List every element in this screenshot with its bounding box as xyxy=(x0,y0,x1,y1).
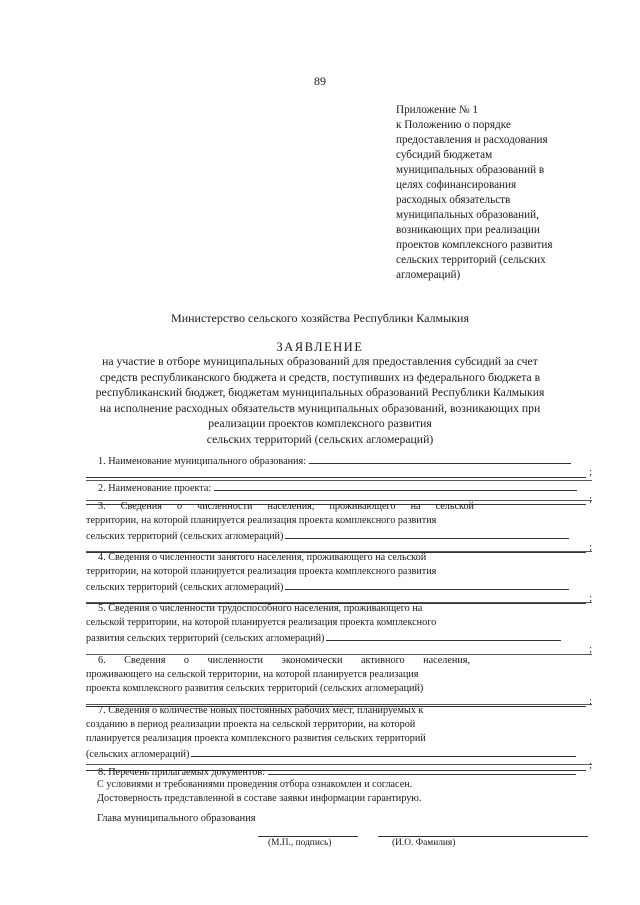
ministry-name: Министерство сельского хозяйства Республики Калмыкия xyxy=(171,311,469,325)
field-label-line: 5. Сведения о численности трудоспособного населения, проживающего на xyxy=(98,603,423,614)
appendix-line: муниципальных образований, xyxy=(396,209,539,221)
field-label: 2. Наименование проекта: xyxy=(98,483,212,494)
fill-line[interactable] xyxy=(268,764,576,775)
semicolon: ; xyxy=(589,467,592,478)
appendix-line: проектов комплексного развития xyxy=(396,239,553,251)
field-label-line: сельских территорий (сельских агломераций) xyxy=(86,531,284,542)
field-label: 8. Перечень прилагаемых документов: xyxy=(98,767,265,778)
semicolon: ; xyxy=(589,593,592,604)
field-label-line: территории, на которой планируется реализация проекта комплексного развития xyxy=(86,515,437,526)
field-label-line: (сельских агломераций) xyxy=(86,749,190,760)
field-label-line: 3. Сведения о численности населения, проживающего на сельской xyxy=(98,501,474,512)
field-label-line: проекта комплексного развития сельских территорий (сельских агломераций) xyxy=(86,683,424,694)
declaration-agreement: С условиями и требованиями проведения отбора ознакомлен и согласен. xyxy=(97,779,413,790)
declaration-guarantee: Достоверность представленной в составе заявки информации гарантирую. xyxy=(97,793,422,804)
appendix-line: к Положению о порядке xyxy=(396,119,511,131)
field-label-line: сельской территории, на которой планируется реализация проекта комплексного xyxy=(86,617,437,628)
subject-line: сельских территорий (сельских агломераций) xyxy=(206,432,434,446)
field-label-line: проживающего на сельской территории, на которой планируется реализация xyxy=(86,669,419,680)
semicolon: ; xyxy=(589,494,592,505)
field-label: 1. Наименование муниципального образования: xyxy=(98,456,307,467)
fill-line[interactable] xyxy=(326,630,561,641)
field-population[interactable] xyxy=(86,500,592,556)
fill-line[interactable] xyxy=(214,480,577,491)
field-label-line: территории, на которой планируется реализация проекта комплексного развития xyxy=(86,566,437,577)
appendix-line: агломераций) xyxy=(396,269,461,281)
appendix-line: целях софинансирования xyxy=(396,179,517,191)
caption-signature: (М.П., подпись) xyxy=(268,838,332,848)
field-label-line: 7. Сведения о количестве новых постоянных рабочих мест, планируемых к xyxy=(98,705,424,716)
field-label-line: 6. Сведения о численности экономически активного населения, xyxy=(98,655,470,666)
field-label-line: 4. Сведения о численности занятого населения, проживающего на сельской xyxy=(98,552,427,563)
semicolon: ; xyxy=(589,696,592,707)
name-line[interactable] xyxy=(378,836,588,837)
field-able-bodied-population[interactable] xyxy=(86,602,592,658)
signature-line[interactable] xyxy=(258,836,358,837)
appendix-line: Приложение № 1 xyxy=(396,104,478,116)
field-economically-active-population[interactable] xyxy=(86,654,592,710)
semicolon: ; xyxy=(589,542,592,553)
statement-title: ЗАЯВЛЕНИЕ xyxy=(276,340,364,354)
subject-line: на участие в отборе муниципальных образований для предоставления субсидий за счет xyxy=(102,355,538,368)
subject-line: на исполнение расходных обязательств муниципальных образований, возникающих при xyxy=(99,401,541,415)
field-municipality-name[interactable] xyxy=(86,453,592,481)
signature-head-label: Глава муниципального образования xyxy=(97,813,256,824)
field-employed-population[interactable] xyxy=(86,551,592,607)
appendix-line: возникающих при реализации xyxy=(396,224,540,236)
appendix-line: муниципальных образований в xyxy=(396,164,545,176)
fill-line[interactable] xyxy=(86,477,586,478)
semicolon: ; xyxy=(589,644,592,655)
subject-line: республиканский бюджет, бюджетам муниципальных образований Республики Калмыкия xyxy=(95,386,545,399)
page-number: 89 xyxy=(314,74,326,88)
caption-name: (И.О. Фамилия) xyxy=(392,838,456,848)
appendix-line: предоставления и расходования xyxy=(396,134,548,146)
fill-line[interactable] xyxy=(309,453,571,464)
field-label-line: сельских территорий (сельских агломераций) xyxy=(86,582,284,593)
field-attached-documents[interactable] xyxy=(86,764,592,778)
fill-line[interactable] xyxy=(285,579,569,590)
field-label-line: развития сельских территорий (сельских агломераций) xyxy=(86,633,325,644)
appendix-line: сельских территорий (сельских xyxy=(396,254,546,266)
statement-subject xyxy=(80,354,560,447)
subject-line: реализации проектов комплексного развития xyxy=(208,417,432,430)
appendix-line: субсидий бюджетам xyxy=(396,149,493,161)
fill-line[interactable] xyxy=(285,528,569,539)
field-label-line: созданию в период реализации проекта на сельской территории, на которой xyxy=(86,719,416,730)
appendix-note xyxy=(396,103,626,283)
field-label-line: планируется реализация проекта комплексного развития сельских территорий xyxy=(86,733,426,744)
subject-line: средств республиканского бюджета и средств, поступивших из федерального бюджета в xyxy=(99,370,541,384)
fill-line[interactable] xyxy=(191,746,576,757)
semicolon: ; xyxy=(589,760,592,771)
appendix-line: расходных обязательств xyxy=(396,194,511,206)
